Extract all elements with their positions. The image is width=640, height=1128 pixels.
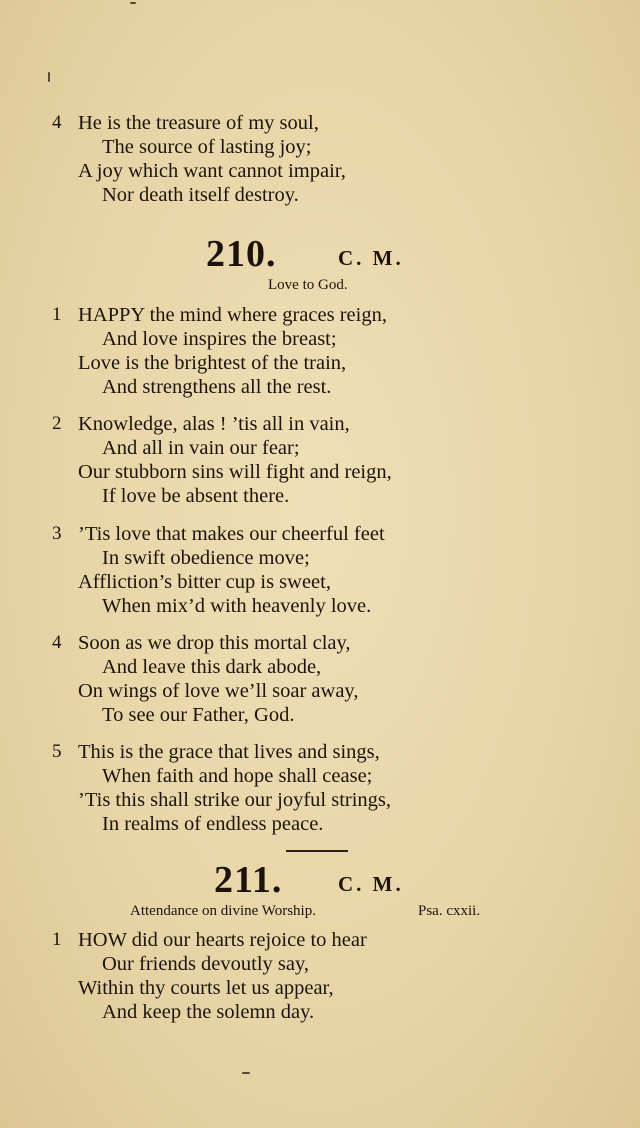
verse-line: Love is the brightest of the train, — [78, 352, 347, 374]
verse-number: 5 — [52, 741, 62, 762]
verse-line: ’Tis love that makes our cheerful feet — [78, 523, 385, 545]
verse-line: A joy which want cannot impair, — [78, 160, 346, 182]
verse-line: He is the treasure of my soul, — [78, 112, 319, 134]
hymn-number: 210. — [206, 233, 277, 275]
verse-210-3 — [52, 522, 572, 618]
verse-line: The source of lasting joy; — [102, 136, 312, 158]
verse-number: 4 — [52, 112, 62, 133]
hymn-number: 211. — [214, 859, 283, 901]
hymn-meter: C. M. — [338, 246, 404, 270]
verse-line: Soon as we drop this mortal clay, — [78, 632, 351, 654]
verse-number: 1 — [52, 929, 62, 950]
verse-line: This is the grace that lives and sings, — [78, 741, 380, 763]
verse-210-4 — [52, 631, 572, 727]
verse-line: And keep the solemn day. — [102, 1001, 315, 1023]
hymn-211-heading — [0, 858, 640, 908]
verse-number: 2 — [52, 413, 62, 434]
verse-number: 3 — [52, 523, 62, 544]
verse-line: If love be absent there. — [102, 485, 290, 507]
verse-line: ’Tis this shall strike our joyful strings, — [78, 789, 392, 811]
hymn-210-title: Love to God. — [268, 277, 348, 293]
verse-line: In realms of endless peace. — [102, 813, 324, 835]
verse-line: And all in vain our fear; — [102, 437, 300, 459]
verse-line: Affliction’s bitter cup is sweet, — [78, 571, 331, 593]
verse-211-1 — [52, 928, 572, 1024]
verse-line: When faith and hope shall cease; — [102, 765, 373, 787]
verse-209-4 — [52, 111, 572, 207]
verse-210-5 — [52, 740, 572, 836]
verse-line: Our friends devoutly say, — [102, 953, 310, 975]
verse-line: Our stubborn sins will fight and reign, — [78, 461, 392, 483]
verse-number: 4 — [52, 632, 62, 653]
verse-line: And strengthens all the rest. — [102, 376, 332, 398]
paper-speck — [242, 1072, 250, 1074]
verse-line: Knowledge, alas ! ’tis all in vain, — [78, 413, 350, 435]
hymn-meter: C. M. — [338, 872, 404, 896]
paper-speck — [48, 72, 50, 82]
verse-210-2 — [52, 412, 572, 508]
verse-line: HAPPY the mind where graces reign, — [78, 304, 387, 326]
section-divider — [286, 850, 348, 852]
paper-speck — [130, 2, 136, 4]
verse-line: HOW did our hearts rejoice to hear — [78, 929, 367, 951]
hymn-210-heading — [0, 232, 640, 282]
verse-line: Nor death itself destroy. — [102, 184, 299, 206]
verse-number: 1 — [52, 304, 62, 325]
hymn-211-title: Attendance on divine Worship. — [130, 903, 316, 919]
verse-line: And love inspires the breast; — [102, 328, 337, 350]
verse-line: And leave this dark abode, — [102, 656, 322, 678]
verse-line: To see our Father, God. — [102, 704, 295, 726]
hymn-211-reference: Psa. cxxii. — [418, 903, 481, 919]
verse-210-1 — [52, 303, 572, 399]
verse-line: When mix’d with heavenly love. — [102, 595, 372, 617]
verse-line: On wings of love we’ll soar away, — [78, 680, 359, 702]
verse-line: In swift obedience move; — [102, 547, 310, 569]
verse-line: Within thy courts let us appear, — [78, 977, 334, 999]
